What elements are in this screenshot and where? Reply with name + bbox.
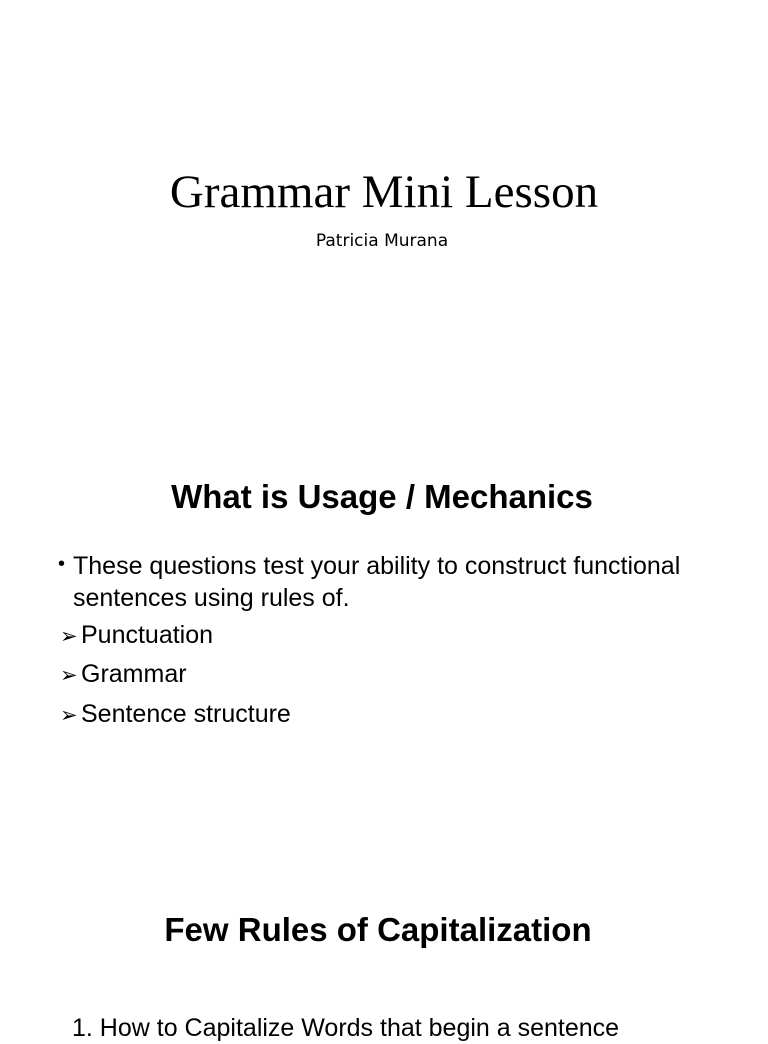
arrow-bullet-icon: ➢ (60, 624, 78, 648)
capitalization-slide-heading: Few Rules of Capitalization (164, 911, 592, 948)
usage-slide-heading: What is Usage / Mechanics (171, 478, 593, 515)
sub-bullet-text: Grammar (81, 660, 187, 688)
sub-bullet-text: Punctuation (81, 621, 214, 649)
arrow-bullet-icon: ➢ (60, 703, 78, 727)
capitalization-slide (0, 850, 768, 1042)
first-rule-text: 1. How to Capitalize Words that begin a sentence (72, 1014, 620, 1042)
usage-mechanics-slide (0, 430, 768, 850)
list-item (60, 698, 700, 731)
author-name: Patricia Murana (315, 231, 449, 251)
list-item (60, 619, 700, 652)
sub-bullet-text: Sentence structure (81, 700, 291, 728)
list-item (60, 658, 700, 691)
title-slide (0, 0, 768, 430)
arrow-bullet-icon: ➢ (60, 663, 78, 687)
bullet-icon: • (58, 553, 66, 575)
bullet-text: These questions test your ability to construct functional sentences using rules of. (73, 552, 681, 612)
deck-title: Grammar Mini Lesson (169, 166, 599, 218)
list-item (58, 550, 698, 614)
